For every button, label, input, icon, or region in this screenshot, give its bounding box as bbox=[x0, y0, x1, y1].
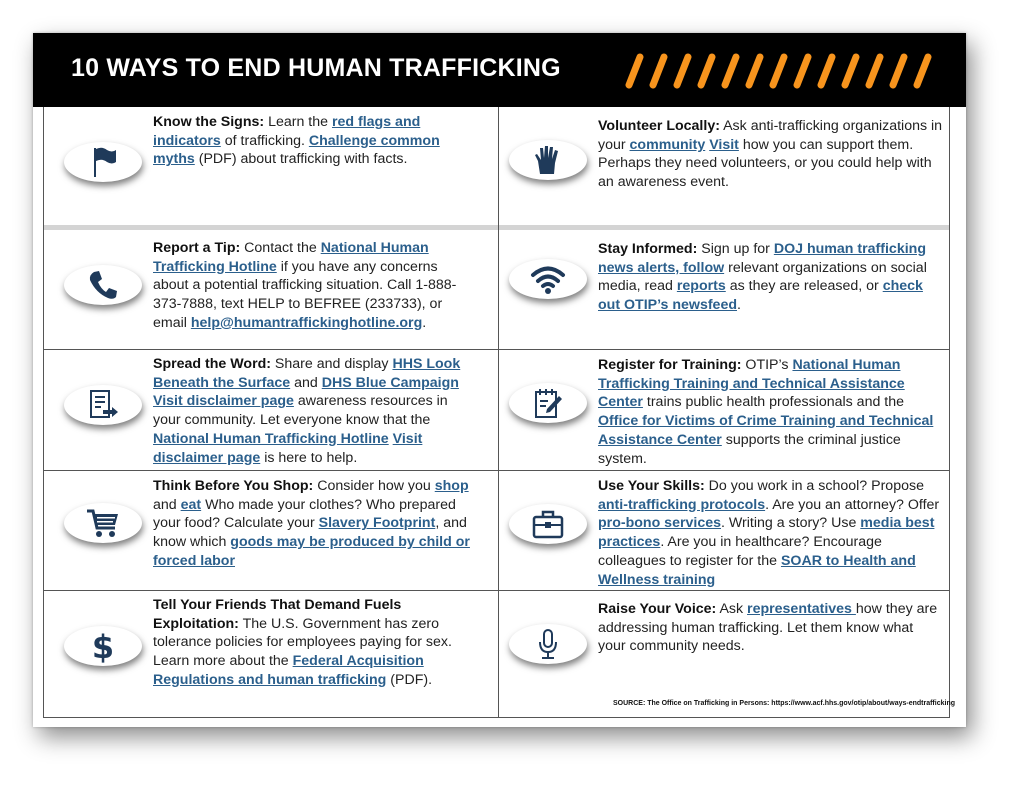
tip-cell bbox=[43, 350, 498, 471]
tip-link[interactable]: shop bbox=[434, 478, 469, 494]
decorative-stripes-icon bbox=[621, 53, 951, 89]
tip-link[interactable]: goods may be produced by child or forced labor bbox=[153, 534, 470, 569]
tip-body-text: Share and display bbox=[270, 356, 393, 372]
tip-text bbox=[153, 596, 475, 690]
tip-link[interactable]: eat bbox=[180, 496, 202, 513]
tip-link[interactable]: National Human Trafficking Hotline bbox=[153, 240, 429, 275]
tip-text bbox=[153, 239, 475, 333]
tip-body-text: awareness resources in your community. Let everyone know that the bbox=[153, 393, 448, 429]
tip-text bbox=[598, 600, 943, 656]
tip-body-text: and bbox=[290, 374, 322, 391]
tip-link[interactable]: Slavery Footprint bbox=[318, 515, 436, 532]
tip-heading: Think Before You Shop: bbox=[153, 478, 314, 494]
tip-body-text: of trafficking. bbox=[220, 132, 309, 149]
tip-body-text: Ask anti-trafficking organizations in your bbox=[598, 118, 943, 153]
tip-body-text: . Writing a story? Use bbox=[721, 515, 861, 532]
shopping-cart-icon bbox=[64, 503, 142, 543]
tip-text bbox=[153, 477, 475, 571]
tip-link[interactable]: National Human Trafficking Hotline bbox=[153, 430, 389, 447]
tip-body-text: , and know which bbox=[153, 515, 467, 551]
infographic-sheet bbox=[33, 33, 966, 727]
tip-link[interactable]: community bbox=[629, 136, 706, 153]
tip-cell bbox=[499, 107, 949, 225]
tip-text bbox=[598, 477, 943, 589]
tip-text bbox=[598, 117, 943, 192]
tip-text bbox=[153, 355, 475, 467]
tip-link[interactable]: help@humantraffickinghotline.org bbox=[190, 314, 423, 331]
wifi-icon bbox=[509, 259, 587, 299]
tip-link[interactable]: DHS Blue Campaign bbox=[321, 374, 459, 391]
tip-body-text: Contact the bbox=[240, 240, 321, 256]
tip-heading: Spread the Word: bbox=[153, 356, 271, 372]
dollar-icon bbox=[64, 626, 142, 666]
tip-body-text: is here to help. bbox=[260, 449, 358, 466]
tip-link[interactable]: Challenge common myths bbox=[153, 132, 440, 168]
tip-body-text: how you can support them. Perhaps they need volunteers, or you could help with an awareness event. bbox=[598, 136, 932, 191]
tip-link[interactable]: Visit disclaimer page bbox=[153, 393, 294, 410]
tip-body-text: Sign up for bbox=[697, 241, 774, 257]
tip-heading: Raise Your Voice: bbox=[598, 601, 717, 617]
tip-link[interactable]: media best practices bbox=[598, 515, 935, 551]
tip-body-text: relevant organizations on social media, read bbox=[598, 259, 927, 295]
tip-body-text: if you have any concerns about a potential trafficking situation. Call 1-888-373-7888, text HELP to BEFREE (233733), or email bbox=[153, 258, 457, 331]
tip-body-text: trains public health professionals and the bbox=[642, 394, 905, 411]
tip-body-text: supports the criminal justice system. bbox=[598, 431, 901, 467]
tip-text bbox=[153, 113, 475, 169]
tip-body-text: Consider how you bbox=[313, 478, 435, 494]
tip-link[interactable]: Visit bbox=[709, 136, 739, 153]
tip-heading: Stay Informed: bbox=[598, 241, 698, 257]
tip-link[interactable]: reports bbox=[676, 278, 726, 295]
tip-link[interactable]: representatives bbox=[747, 601, 856, 617]
tip-body-text: (PDF) about trafficking with facts. bbox=[194, 151, 408, 168]
tip-link[interactable]: pro-bono services bbox=[598, 515, 721, 532]
tip-link[interactable]: HHS Look Beneath the Surface bbox=[153, 356, 461, 391]
tip-body-text: Do you work in a school? Propose bbox=[704, 478, 924, 494]
header-bar bbox=[33, 33, 966, 107]
tip-heading: Register for Training: bbox=[598, 357, 742, 373]
tip-heading: Know the Signs: bbox=[153, 114, 265, 130]
notepad-pencil-icon bbox=[509, 383, 587, 423]
hand-icon bbox=[509, 140, 587, 180]
tips-grid bbox=[43, 107, 950, 718]
tip-body-text: Who made your clothes? Who prepared your food? Calculate your bbox=[153, 496, 456, 532]
briefcase-icon bbox=[509, 504, 587, 544]
tip-text bbox=[598, 356, 943, 468]
tip-link[interactable]: DOJ human trafficking news alerts, follow bbox=[598, 241, 926, 276]
tip-cell bbox=[499, 230, 949, 350]
tip-body-text: how they are addressing human trafficking. Let them know what your community needs. bbox=[598, 601, 938, 655]
page-title: 10 WAYS TO END HUMAN TRAFFICKING bbox=[71, 54, 561, 82]
tip-link[interactable]: National Human Trafficking Training and Technical Assistance Center bbox=[598, 357, 905, 411]
tip-body-text: Learn the bbox=[264, 114, 332, 130]
tip-body-text: . Are you an attorney? Offer bbox=[765, 496, 940, 513]
tip-link[interactable]: Visit disclaimer page bbox=[153, 430, 423, 466]
tip-cell bbox=[43, 471, 498, 591]
tip-text bbox=[598, 240, 943, 315]
tip-cell bbox=[499, 350, 949, 471]
tip-cell bbox=[43, 230, 498, 350]
tip-body-text: The U.S. Government has zero tolerance policies for employees paying for sex. Learn more about the bbox=[153, 615, 452, 670]
tip-cell bbox=[499, 471, 949, 591]
source-note: SOURCE: The Office on Trafficking in Persons: https://www.acf.hhs.gov/otip/about/ways-endtrafficking bbox=[613, 700, 955, 707]
tip-link[interactable]: Office for Victims of Crime Training and Technical Assistance Center bbox=[598, 413, 934, 448]
tip-cell bbox=[43, 591, 498, 718]
tip-body-text: . Are you in healthcare? Encourage colleagues to register for the bbox=[598, 534, 882, 569]
tip-cell bbox=[43, 107, 498, 225]
document-arrow-icon bbox=[64, 385, 142, 425]
tip-body-text: (PDF). bbox=[386, 671, 433, 688]
tip-cell bbox=[499, 591, 949, 718]
tip-link[interactable]: check out OTIP’s newsfeed bbox=[598, 278, 923, 314]
tip-heading: Volunteer Locally: bbox=[598, 118, 720, 134]
tip-link[interactable]: red flags and indicators bbox=[153, 114, 421, 149]
tip-link[interactable]: Federal Acquisition Regulations and human trafficking bbox=[153, 653, 424, 688]
svg-text:$: $ bbox=[91, 628, 115, 664]
flag-icon bbox=[64, 142, 142, 182]
column-divider bbox=[498, 107, 499, 718]
tip-link[interactable]: SOAR to Health and Wellness training bbox=[598, 552, 916, 588]
tip-heading: Report a Tip: bbox=[153, 240, 241, 256]
tip-body-text: . bbox=[422, 314, 427, 331]
tip-body-text: Ask bbox=[716, 601, 748, 617]
tip-body-text: and bbox=[153, 496, 181, 513]
phone-icon bbox=[64, 265, 142, 305]
tip-heading: Use Your Skills: bbox=[598, 478, 705, 494]
microphone-icon bbox=[509, 624, 587, 664]
tip-body-text: as they are released, or bbox=[725, 278, 883, 295]
tip-body-text: OTIP’s bbox=[741, 357, 793, 373]
tip-heading: Tell Your Friends That Demand Fuels Exploitation: bbox=[153, 597, 402, 632]
tip-link[interactable]: anti-trafficking protocols bbox=[598, 496, 766, 513]
tip-body-text: . bbox=[737, 297, 741, 314]
